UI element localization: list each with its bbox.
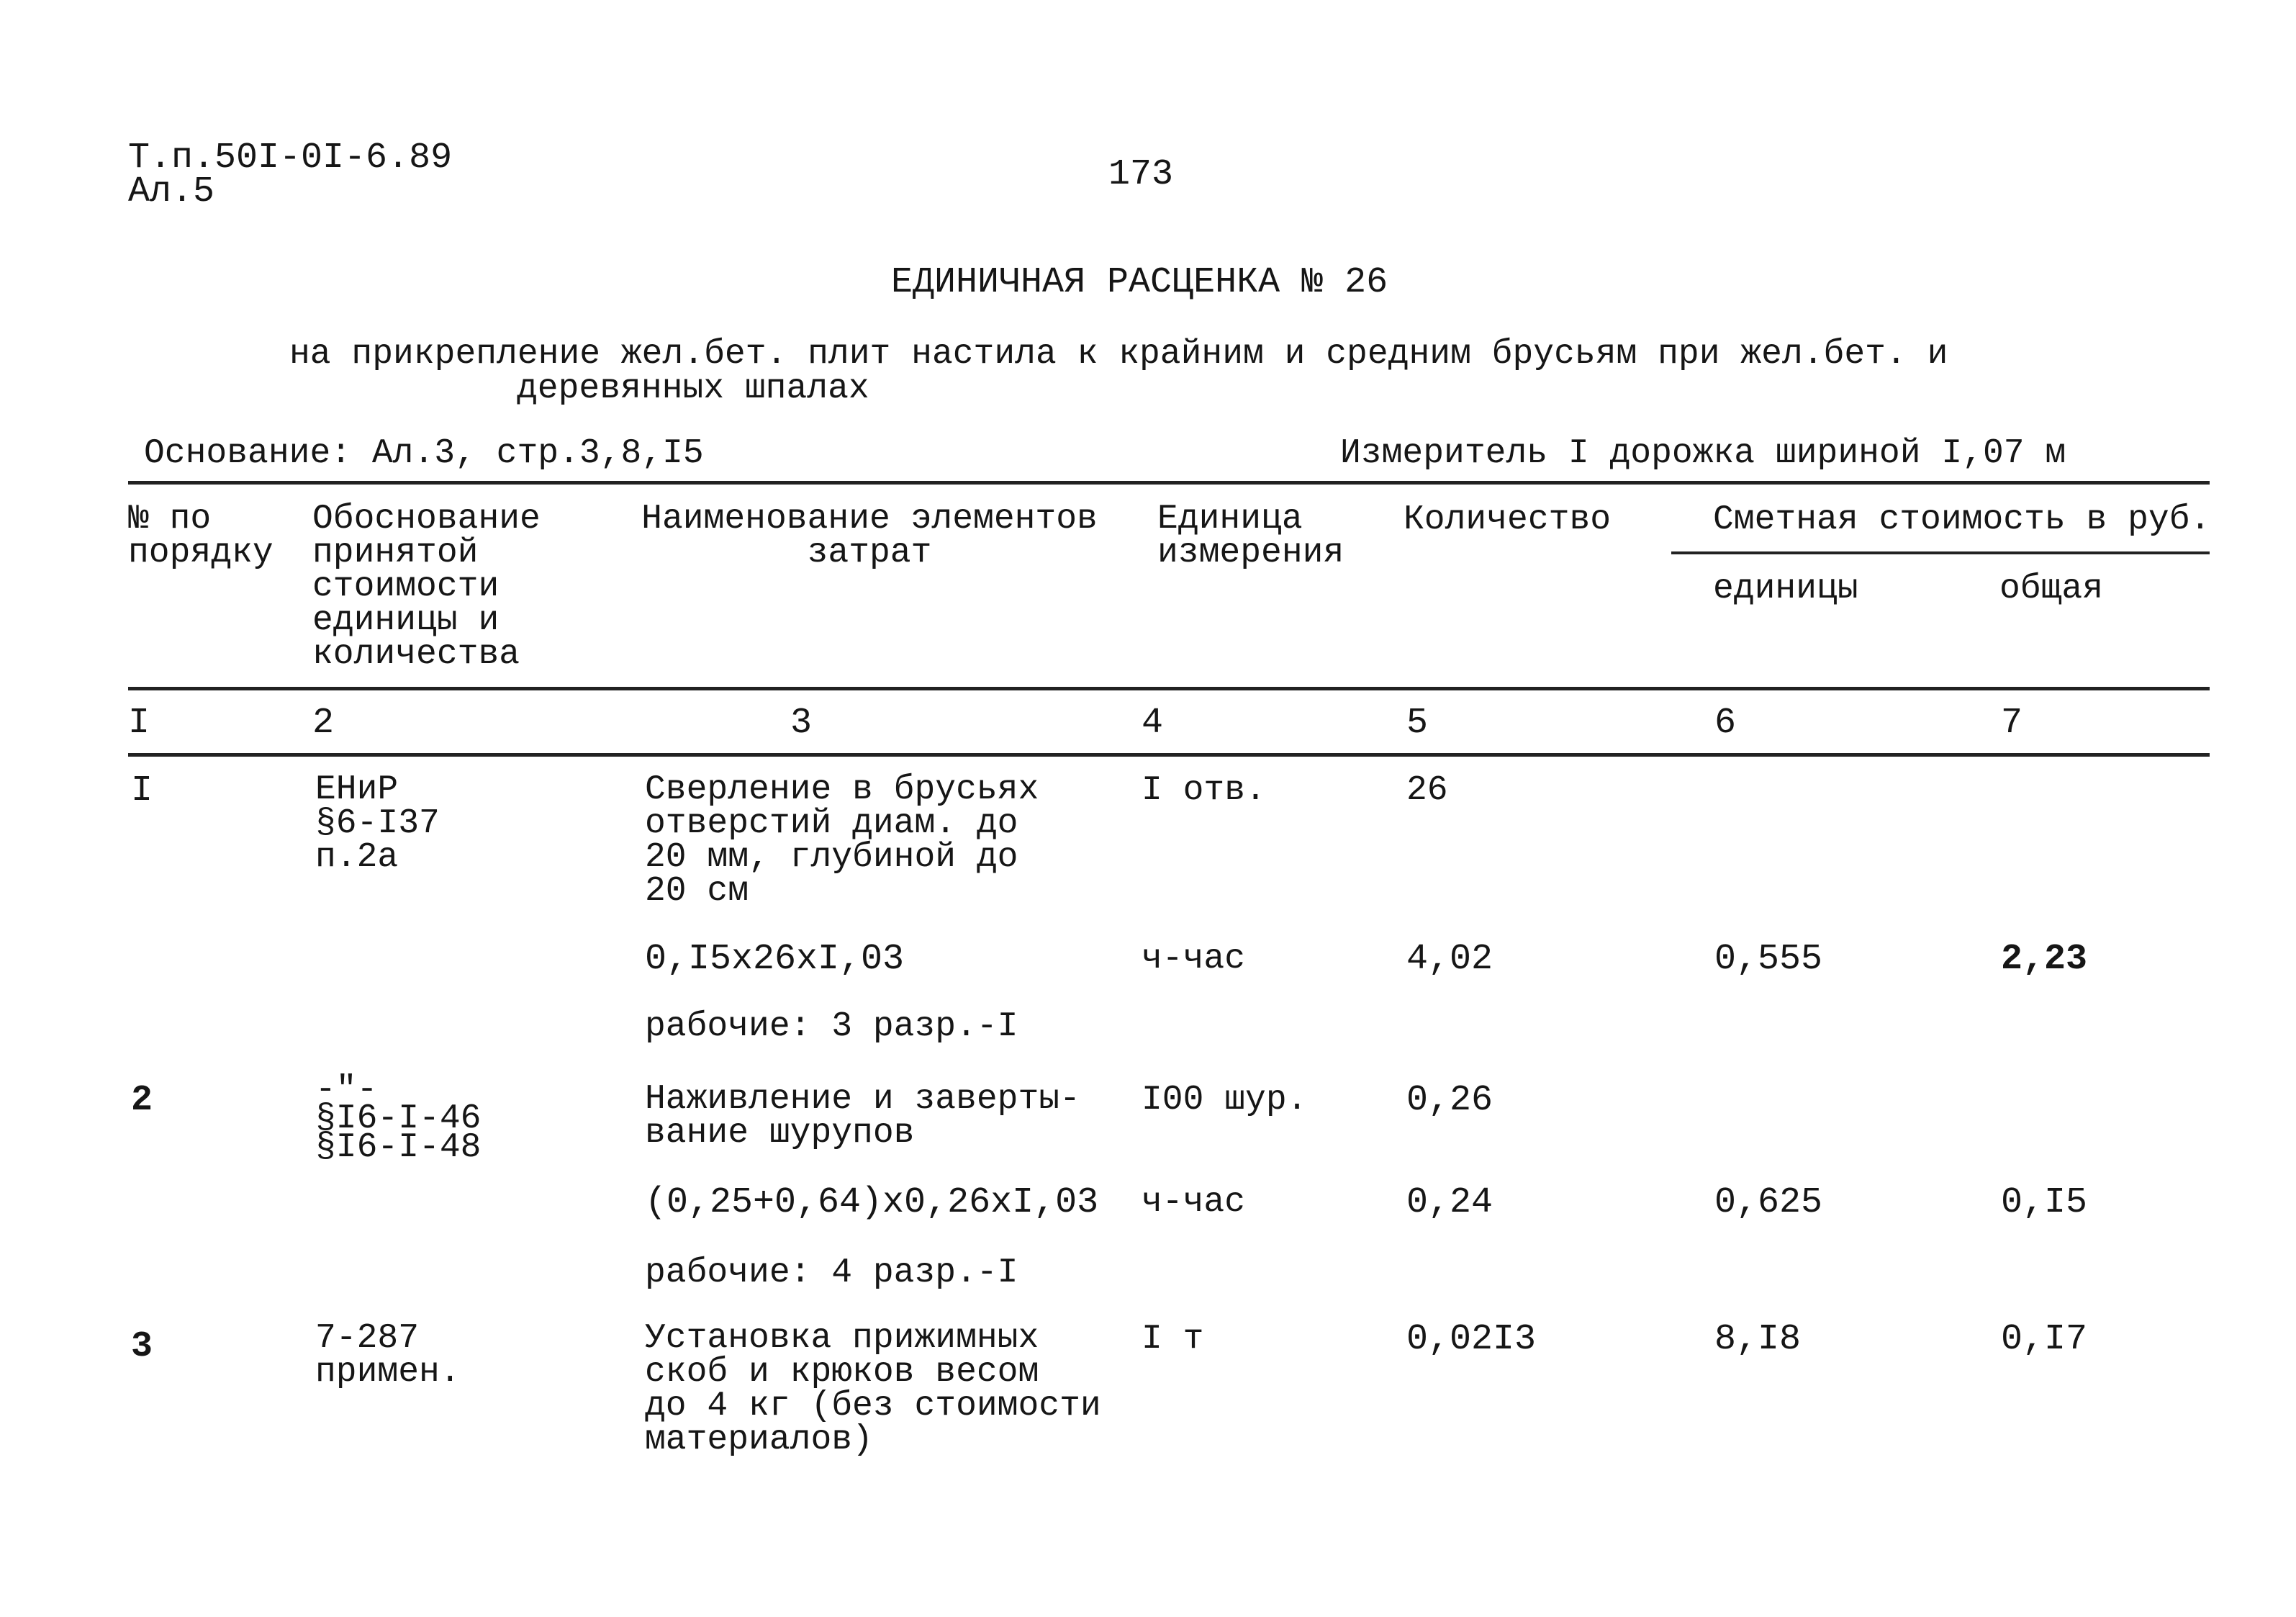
column-header-unit: Единица измерения xyxy=(1157,500,1344,572)
column-number-5: 5 xyxy=(1406,703,1429,744)
row-1-labor-quantity: 4,02 xyxy=(1406,939,1493,980)
row-1-basis: ЕНиР §6-I37 п.2а xyxy=(315,770,440,877)
row-1-number: I xyxy=(131,770,153,811)
column-header-quantity: Количество xyxy=(1404,500,1612,539)
row-3-unit-cost: 8,I8 xyxy=(1714,1319,1802,1360)
row-1-cost-element: Сверление в брусьях отверстий диам. до 20 мм, глубиной до 20 см xyxy=(645,770,1039,911)
header-bottom-rule xyxy=(128,687,2210,690)
column-number-2: 2 xyxy=(312,703,335,744)
row-2-labor-formula: (0,25+0,64)х0,26хI,03 xyxy=(645,1182,1099,1223)
row-2-quantity: 0,26 xyxy=(1406,1080,1493,1121)
column-number-4: 4 xyxy=(1142,703,1164,744)
row-1-labor-unit: ч-час xyxy=(1142,940,1246,978)
row-2-labor-unit: ч-час xyxy=(1142,1183,1246,1222)
basis-reference: Основание: Ал.3, стр.3,8,I5 xyxy=(144,434,704,473)
row-2-basis: -"- §I6-I-46 §I6-I-48 xyxy=(315,1071,482,1167)
column-header-cost-elements: Наименование элементов затрат xyxy=(641,500,1098,572)
column-number-1: I xyxy=(128,703,150,744)
row-1-unit-cost: 0,555 xyxy=(1714,939,1823,980)
row-1-workers: рабочие: 3 разр.-I xyxy=(645,1007,1018,1046)
row-2-workers: рабочие: 4 разр.-I xyxy=(645,1253,1018,1292)
album-number: Ал.5 xyxy=(128,171,215,212)
column-header-total-cost: общая xyxy=(1999,569,2104,608)
measurement-unit: Измеритель I дорожка шириной I,07 м xyxy=(1340,434,2066,473)
row-2-unit-cost: 0,625 xyxy=(1714,1182,1823,1223)
column-header-unit-cost: единицы xyxy=(1713,569,1858,608)
row-1-total-cost: 2,23 xyxy=(2001,939,2088,980)
row-2-number: 2 xyxy=(131,1080,153,1121)
row-1-quantity: 26 xyxy=(1406,771,1448,810)
row-3-total-cost: 0,I7 xyxy=(2001,1319,2088,1360)
document-title: ЕДИНИЧНАЯ РАСЦЕНКА № 26 xyxy=(891,262,1388,303)
row-2-cost-element: Наживление и заверты- вание шурупов xyxy=(645,1080,1080,1153)
column-header-basis: Обоснование принятой стоимости единицы и количества xyxy=(312,500,541,674)
page-number: 173 xyxy=(1108,154,1174,195)
column-numbers-bottom-rule xyxy=(128,753,2210,757)
row-3-unit: I т xyxy=(1142,1320,1204,1359)
document-subtitle-line-2: деревянных шпалах xyxy=(517,369,869,408)
row-1-unit: I отв. xyxy=(1142,771,1266,810)
row-3-cost-element: Установка прижимных скоб и крюков весом до 4 кг (без стоимости материалов) xyxy=(645,1319,1101,1459)
row-3-number: 3 xyxy=(131,1326,153,1367)
column-number-6: 6 xyxy=(1714,703,1737,744)
row-3-basis: 7-287 примен. xyxy=(315,1319,461,1392)
estimated-cost-subrule xyxy=(1671,551,2210,554)
column-number-7: 7 xyxy=(2001,703,2023,744)
row-2-unit: I00 шур. xyxy=(1142,1081,1308,1120)
row-1-labor-formula: 0,I5х26хI,03 xyxy=(645,939,905,980)
table-top-rule xyxy=(128,481,2210,485)
row-3-quantity: 0,02I3 xyxy=(1406,1319,1537,1360)
document-code: Т.п.50I-0I-6.89 xyxy=(128,138,453,179)
document-subtitle-line-1: на прикрепление жел.бет. плит настила к крайним и средним брусьям при жел.бет. и xyxy=(289,335,1948,374)
column-header-number: № по порядку xyxy=(128,500,274,572)
row-2-total-cost: 0,I5 xyxy=(2001,1182,2088,1223)
column-number-3: 3 xyxy=(790,703,813,744)
row-2-labor-quantity: 0,24 xyxy=(1406,1182,1493,1223)
column-header-estimated-cost: Сметная стоимость в руб. xyxy=(1713,500,2211,539)
